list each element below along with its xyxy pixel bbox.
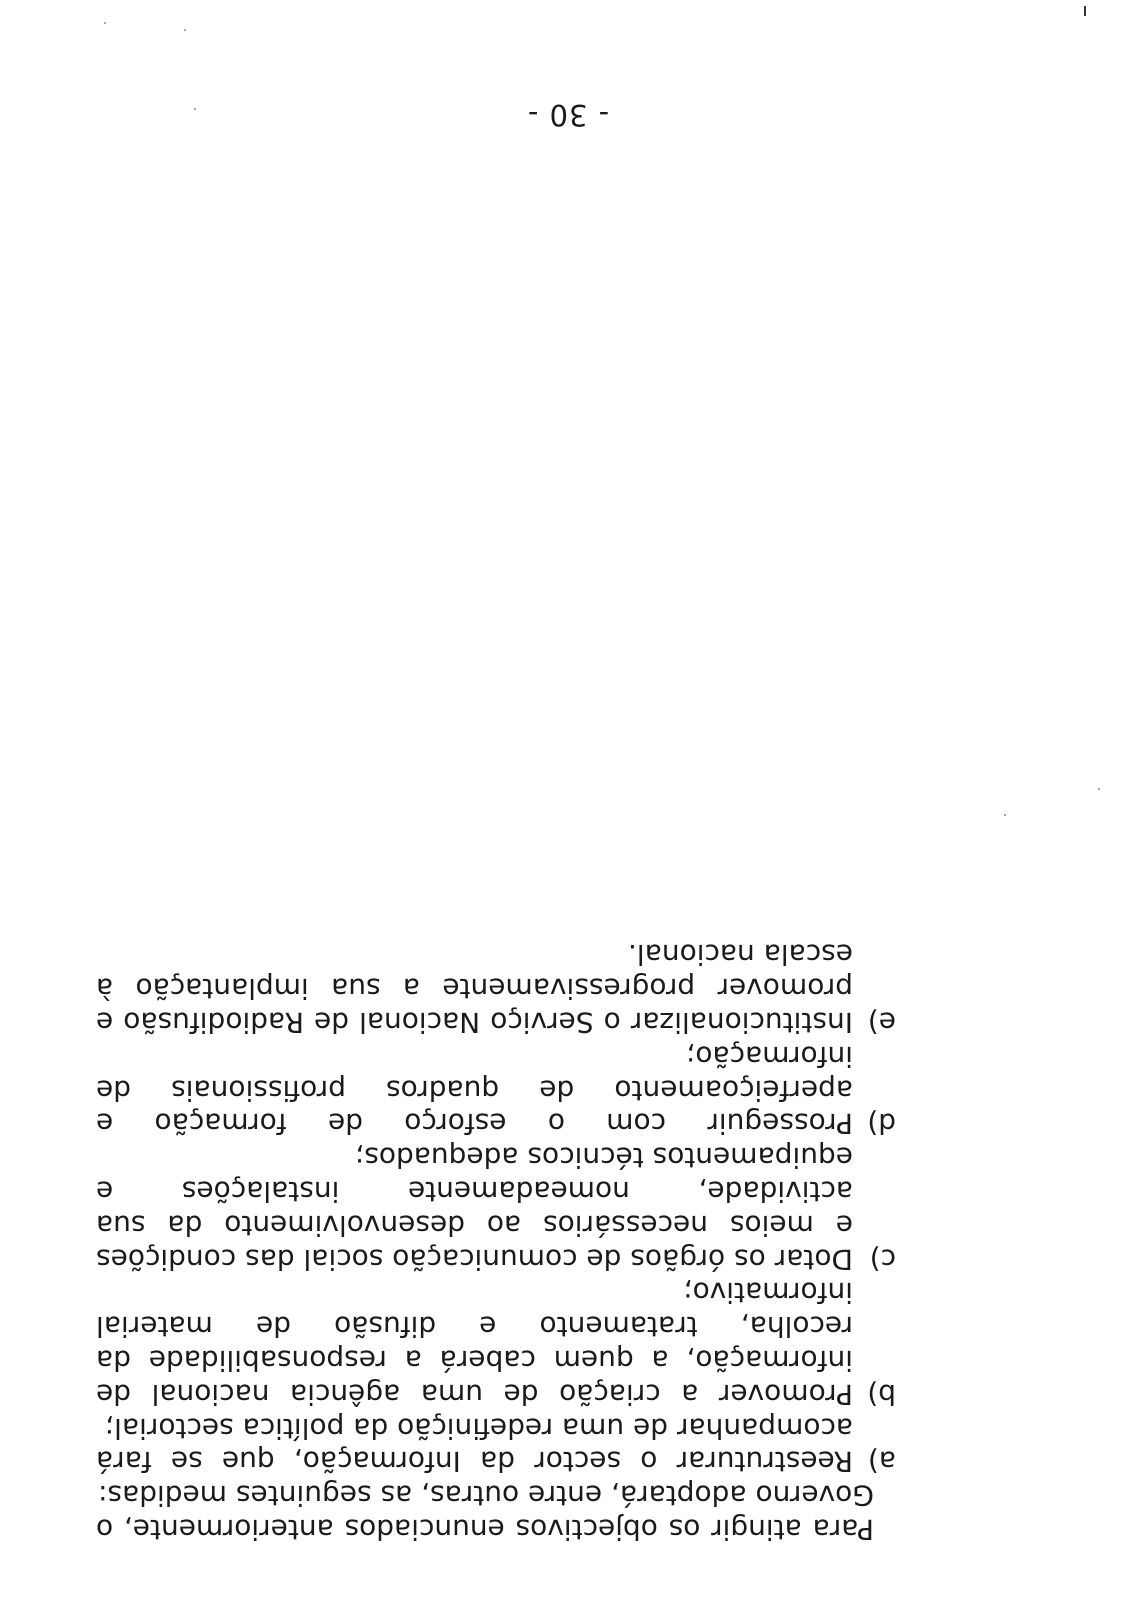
list-item-letter: b) <box>867 1377 896 1411</box>
scan-speck <box>194 108 196 110</box>
list-item-e <box>96 938 896 1039</box>
list-item-b <box>96 1276 896 1411</box>
list-item-d <box>96 1039 896 1140</box>
scan-speck <box>184 29 186 31</box>
list-item-c <box>96 1140 896 1275</box>
list-item-a <box>96 1411 896 1479</box>
list-item-text: Dotar os órgãos de comunicação social das condições e meios necessários ao desenvolvimento da sua actividade, nomeadamente instalações e equipamentos técnicos adequados; <box>96 1141 853 1276</box>
list-item-text: Prosseguir com o esforço de formação e aperfeiçoamento de quadros profissionais de informação; <box>96 1039 853 1141</box>
page-number: - 30 - <box>526 98 610 132</box>
list-item-text: Reestruturar o sector da Informação, que se fará acompanhar de uma redefinição da política sectorial; <box>96 1411 853 1479</box>
scan-speck <box>1098 788 1100 790</box>
scan-speck <box>1084 6 1086 16</box>
list-item-letter: a) <box>867 1445 896 1479</box>
body-text <box>96 938 896 1546</box>
list-item-letter: e) <box>867 1006 896 1040</box>
scan-speck <box>104 22 106 24</box>
intro-paragraph: Para atingir os objectivos enunciados anteriormente, o Governo adoptará, entre outras, as seguintes medidas: <box>96 1479 874 1546</box>
list-item-letter: c) <box>869 1242 896 1276</box>
list-item-text: Promover a criação de uma agência nacional de informação, a quem caberá a responsabilidade da recolha, tratamento e difusão de material informativo; <box>96 1276 853 1411</box>
scan-speck <box>1004 814 1006 816</box>
list-item-letter: d) <box>867 1107 896 1141</box>
list-item-text: Institucionalizar o Serviço Nacional de Radiodifusão e promover progressivamente a sua implantação à escala nacional. <box>96 938 853 1040</box>
